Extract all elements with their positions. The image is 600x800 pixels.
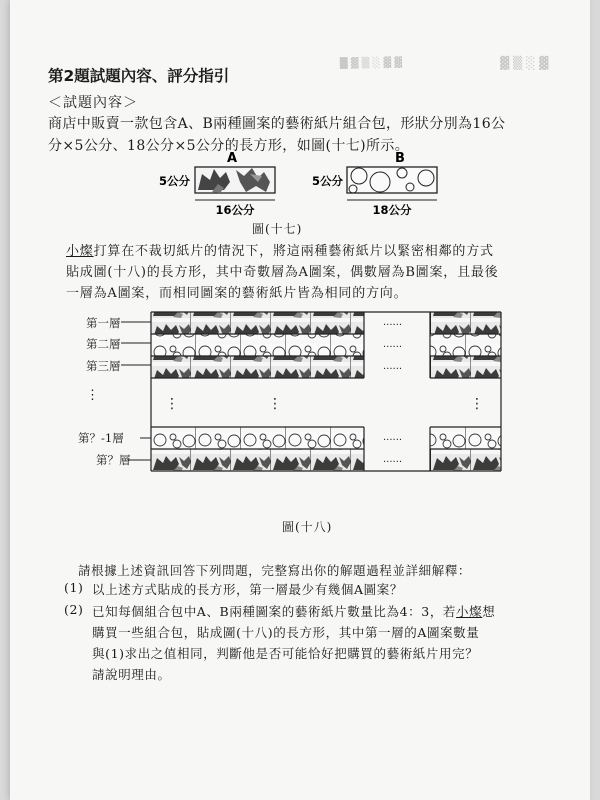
figure-18-grid	[50, 300, 550, 480]
row-3-A	[151, 356, 501, 378]
card-a-height-label: 5公分	[158, 174, 190, 188]
q1-text: 以上述方式貼成的長方形，第一層最少有幾個A圖案？	[92, 582, 403, 597]
bleed-through-text: ▓ ▒ ░ ▓	[500, 56, 549, 70]
middle-gap	[152, 379, 500, 426]
question-heading: 第2題試題內容、評分指引	[48, 67, 230, 85]
card-a-width-label: 16公分	[215, 203, 255, 217]
card-b-width-label: 18公分	[372, 203, 412, 217]
row-2-B	[151, 334, 501, 356]
name-xiaocan-q2: 小燦	[456, 604, 483, 619]
row-1-A	[151, 312, 501, 334]
q2-line-1-text: 已知每個組合包中A、B兩種圖案的藝術紙片數量比為4：3，若	[92, 604, 457, 619]
row-label-n-minus-1: 第？-1層	[78, 431, 124, 445]
row-label-n: 第？層	[96, 453, 131, 467]
dots-row-n1: ......	[383, 432, 403, 443]
intro-line-1: 商店中販賣一款包含A、B兩種圖案的藝術紙片組合包，形狀分別為16公	[48, 116, 506, 132]
figure-17-caption: 圖(十七)	[252, 222, 303, 236]
dots-vertical-3: ⋮	[470, 396, 484, 412]
dots-row-1: ......	[383, 317, 403, 328]
paragraph-line-2: 貼成圖(十八)的長方形，其中奇數層為A圖案，偶數層為B圖案，且最後	[66, 265, 499, 280]
row-n1-B	[151, 427, 501, 449]
intro-line-2: 分×5公分、18公分×5公分的長方形，如圖(十七)所示。	[48, 138, 410, 154]
row-label-2: 第二層	[86, 337, 121, 351]
q2-line-3: 與(1)求出之值相同，判斷他是否可能恰好把購買的藝術紙片用完？	[92, 646, 479, 661]
dots-row-3: ......	[383, 361, 403, 372]
paragraph-line-3: 一層為A圖案，而相同圖案的藝術紙片皆為相同的方向。	[66, 286, 408, 301]
card-b-height-label: 5公分	[311, 174, 343, 188]
row-n-A	[151, 449, 501, 471]
figure-18	[50, 300, 550, 480]
paragraph-line-1	[66, 240, 494, 259]
card-b-label: B	[395, 151, 405, 166]
row-leader-lines	[121, 322, 151, 460]
dots-row-n: ......	[383, 454, 403, 465]
q2-line-2: 購買一些組合包，貼成圖(十八)的長方形，其中第一層的A圖案數量	[92, 625, 480, 640]
dots-vertical-1: ⋮	[165, 396, 179, 412]
exam-page	[10, 0, 590, 800]
card-a-label: A	[226, 151, 238, 166]
questions-prompt: 請根據上述資訊回答下列問題，完整寫出你的解題過程並詳細解釋：	[78, 563, 472, 578]
name-xiaocan: 小燦	[66, 244, 94, 259]
dots-vertical-2: ⋮	[268, 396, 282, 412]
row-label-vertical-dots: ⋮	[86, 388, 99, 403]
figure-18-caption: 圖(十八)	[282, 520, 333, 534]
row-label-1: 第一層	[86, 316, 121, 330]
dots-row-2: ......	[383, 339, 403, 350]
paragraph-line-1-text: 打算在不裁切紙片的情況下，將這兩種藝術紙片以緊密相鄰的方式	[93, 244, 494, 259]
q2-line-1	[92, 602, 495, 620]
section-label: ＜試題內容＞	[48, 95, 138, 111]
q1-number: (1)	[64, 580, 84, 595]
row-label-3: 第三層	[86, 359, 121, 373]
q2-number: (2)	[64, 602, 84, 617]
q2-line-1-end: 想	[482, 604, 496, 619]
bleed-through-text: █ ▓ ▒ ░ ▓ ▓	[339, 57, 403, 70]
q2-line-4: 請說明理由。	[92, 667, 171, 682]
